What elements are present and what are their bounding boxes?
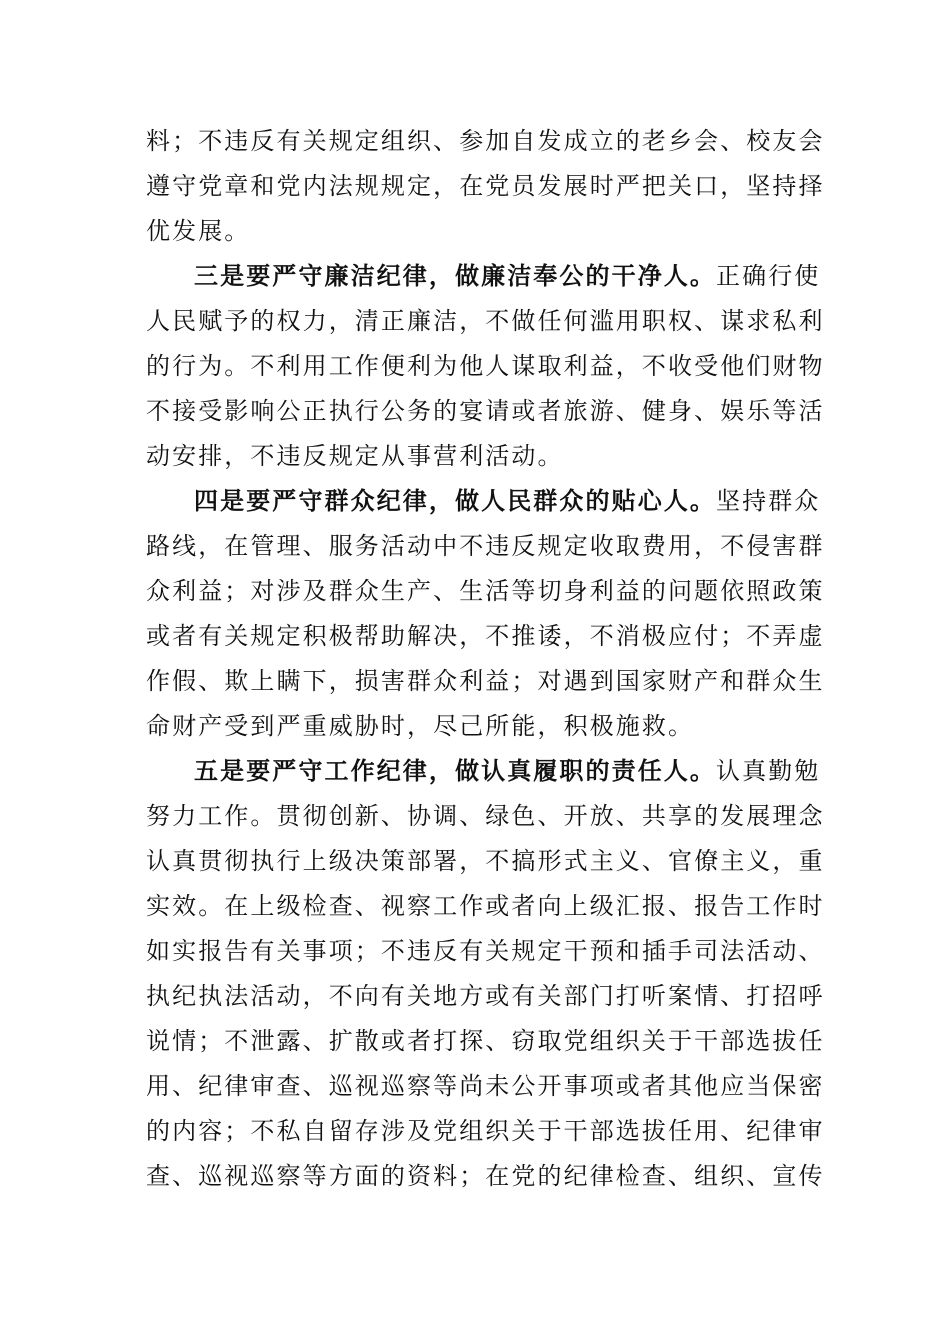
text-line: 的行为。不利用工作便利为他人谋取利益，不收受他们财物 <box>146 352 825 380</box>
text-line: 动安排，不违反规定从事营利活动。 <box>146 442 564 470</box>
text-line: 路线，在管理、服务活动中不违反规定收取费用，不侵害群 <box>146 532 825 560</box>
text-line: 不接受影响公正执行公务的宴请或者旅游、健身、娱乐等活 <box>146 397 825 425</box>
text-line: 或者有关规定积极帮助解决，不推诿，不消极应付；不弄虚 <box>146 622 825 650</box>
text-line: 认真贯彻执行上级决策部署，不搞形式主义、官僚主义，重 <box>146 847 825 875</box>
text-line: 的内容；不私自留存涉及党组织关于干部选拔任用、纪律审 <box>146 1117 825 1145</box>
text-line: 优发展。 <box>146 217 251 245</box>
paragraph-work-discipline <box>146 749 825 1199</box>
text-line: 执纪执法活动，不向有关地方或有关部门打听案情、打招呼 <box>146 982 825 1010</box>
text-line: 如实报告有关事项；不违反有关规定干预和插手司法活动、 <box>146 937 825 965</box>
text-run: 坚持群众 <box>716 487 821 515</box>
paragraph-integrity-discipline <box>146 254 825 479</box>
text-line: 说情；不泄露、扩散或者打探、窃取党组织关于干部选拔任 <box>146 1027 825 1055</box>
text-line: 命财产受到严重威胁时，尽己所能，积极施救。 <box>146 712 695 740</box>
paragraph-heading: 四是要严守群众纪律，做人民群众的贴心人。 <box>194 487 716 515</box>
text-run: 正确行使 <box>716 262 821 290</box>
text-line: 用、纪律审查、巡视巡察等尚未公开事项或者其他应当保密 <box>146 1072 825 1100</box>
paragraph-mass-discipline <box>146 479 825 749</box>
text-line: 作假、欺上瞒下，损害群众利益；对遇到国家财产和群众生 <box>146 667 825 695</box>
paragraph-heading: 三是要严守廉洁纪律，做廉洁奉公的干净人。 <box>194 262 716 290</box>
text-line: 人民赋予的权力，清正廉洁，不做任何滥用职权、谋求私利 <box>146 307 825 335</box>
text-line <box>146 479 821 524</box>
text-run: 认真勤勉 <box>716 757 821 785</box>
text-line <box>146 254 821 299</box>
text-line: 众利益；对涉及群众生产、生活等切身利益的问题依照政策 <box>146 577 825 605</box>
text-line: 料；不违反有关规定组织、参加自发成立的老乡会、校友会 <box>146 127 825 155</box>
paragraph-continuation <box>146 119 825 254</box>
text-line: 查、巡视巡察等方面的资料；在党的纪律检查、组织、宣传 <box>146 1162 825 1190</box>
text-line: 实效。在上级检查、视察工作或者向上级汇报、报告工作时 <box>146 892 825 920</box>
paragraph-heading: 五是要严守工作纪律，做认真履职的责任人。 <box>194 757 716 785</box>
text-line: 遵守党章和党内法规规定，在党员发展时严把关口，坚持择 <box>146 172 825 200</box>
text-line: 努力工作。贯彻创新、协调、绿色、开放、共享的发展理念 <box>146 802 825 830</box>
document-page <box>146 119 825 1199</box>
text-line <box>146 749 821 794</box>
